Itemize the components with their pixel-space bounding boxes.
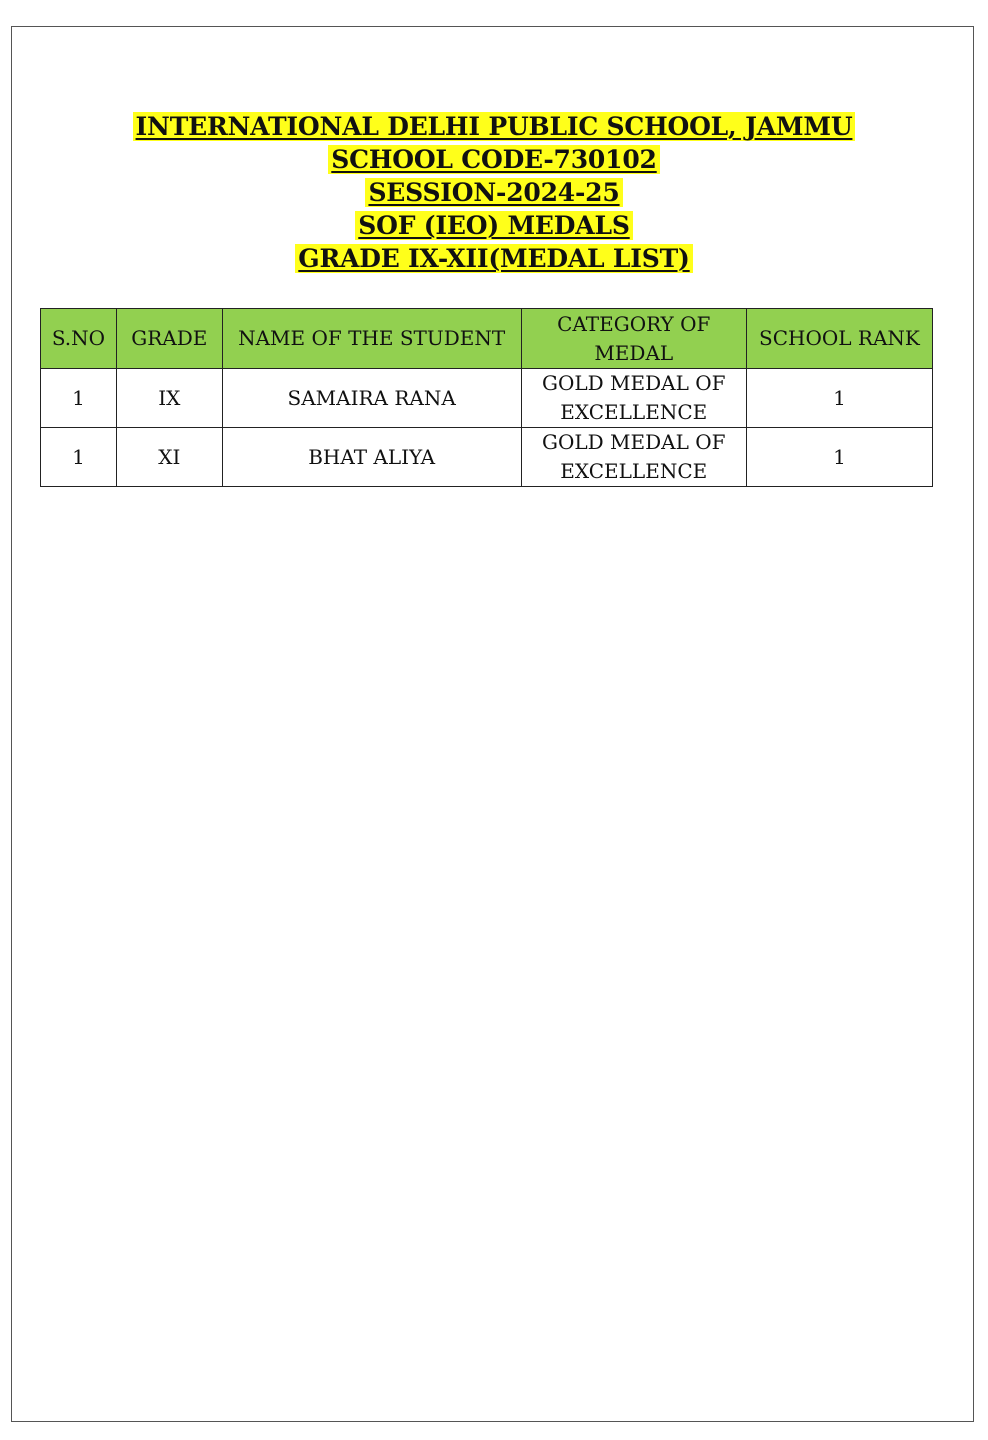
list-title-line <box>0 242 988 275</box>
table-row <box>41 369 933 428</box>
col-header-grade: GRADE <box>116 309 222 369</box>
cell-sno: 1 <box>41 428 117 487</box>
cell-name: SAMAIRA RANA <box>222 369 521 428</box>
session: SESSION-2024-25 <box>365 178 622 207</box>
cell-grade: IX <box>116 369 222 428</box>
cell-category: GOLD MEDAL OF EXCELLENCE <box>521 369 746 428</box>
document-header <box>0 110 988 275</box>
cell-sno: 1 <box>41 369 117 428</box>
cell-rank: 1 <box>746 428 932 487</box>
cell-name: BHAT ALIYA <box>222 428 521 487</box>
cell-rank: 1 <box>746 369 932 428</box>
school-name: INTERNATIONAL DELHI PUBLIC SCHOOL, JAMMU <box>133 112 856 141</box>
header-row <box>41 309 933 369</box>
col-header-sno: S.NO <box>41 309 117 369</box>
school-code-line <box>0 143 988 176</box>
medal-table <box>40 308 933 487</box>
cell-grade: XI <box>116 428 222 487</box>
table-header <box>41 309 933 369</box>
session-line <box>0 176 988 209</box>
list-title: GRADE IX-XII(MEDAL LIST) <box>295 244 692 273</box>
col-header-category: CATEGORY OF MEDAL <box>521 309 746 369</box>
school-name-line <box>0 110 988 143</box>
table-row <box>41 428 933 487</box>
event-line <box>0 209 988 242</box>
col-header-name: NAME OF THE STUDENT <box>222 309 521 369</box>
school-code: SCHOOL CODE-730102 <box>328 145 659 174</box>
col-header-rank: SCHOOL RANK <box>746 309 932 369</box>
table-body <box>41 369 933 487</box>
cell-category: GOLD MEDAL OF EXCELLENCE <box>521 428 746 487</box>
event-title: SOF (IEO) MEDALS <box>355 211 632 240</box>
